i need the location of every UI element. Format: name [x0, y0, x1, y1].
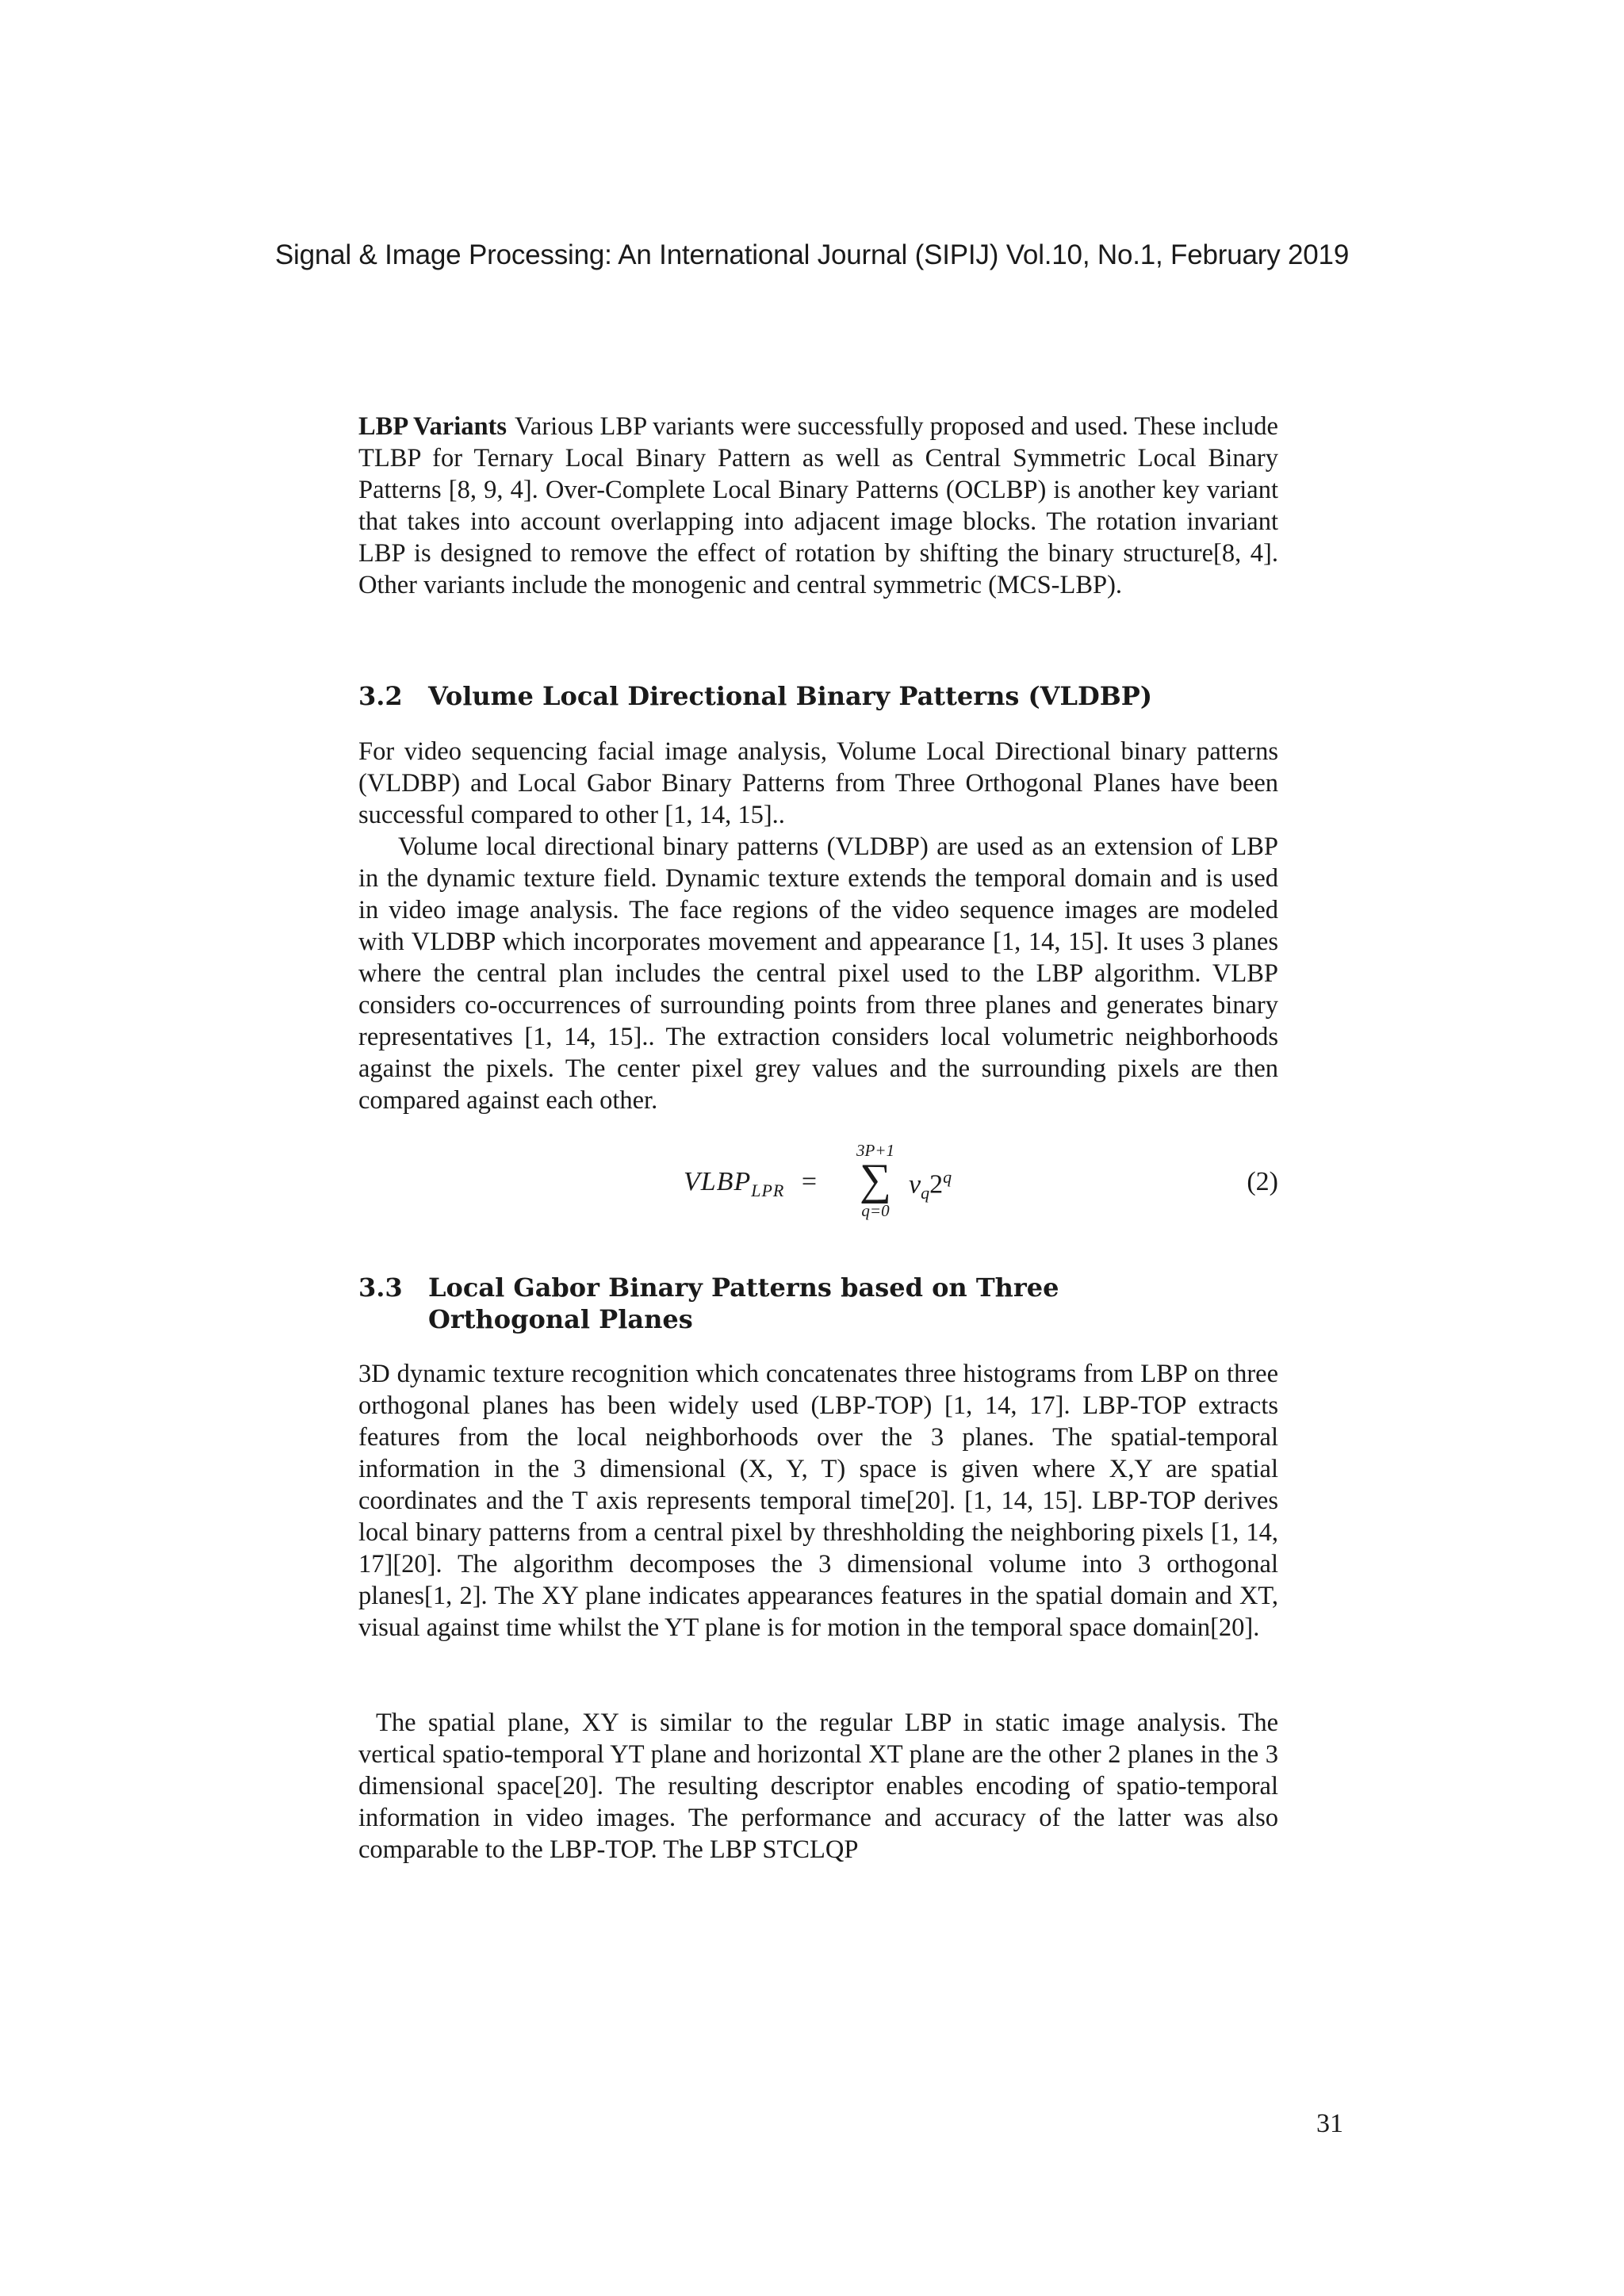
section-3-2-body: [358, 736, 1278, 1116]
lbp-variants-heading: LBP Variants: [358, 412, 508, 441]
section-3-2-paragraph-1: For video sequencing facial image analysis, Volume Local Directional binary patterns (VLDBP) and Local Gabor Binary Patterns from Three Orthogonal Planes have been successful compared to other [1, 14, 15]..: [358, 737, 1278, 829]
section-3-3-number: 3.3: [358, 1272, 403, 1303]
equation-equals: =: [801, 1167, 818, 1196]
equation-rhs-base: 2: [929, 1169, 944, 1200]
section-3-2-heading: [358, 680, 1278, 712]
lbp-variants-paragraph: [358, 411, 1278, 601]
summation: [852, 1142, 899, 1221]
lbp-variants-block: [358, 411, 1278, 601]
summation-upper-limit: 3P+1: [856, 1141, 894, 1160]
equation-number: (2): [1247, 1167, 1278, 1196]
page-number: 31: [1316, 2109, 1343, 2138]
section-3-3-body-2: [358, 1707, 1278, 1866]
section-3-2-number: 3.2: [358, 681, 403, 711]
section-3-2-paragraph-2: Volume local directional binary patterns (VLDBP) are used as an extension of LBP in the dynamic texture field. Dynamic texture extends the temporal domain and is used in video image analysis. The face regions of the video sequence images are modeled with VLDBP which incorporates movement and appearance [1, 14, 15]. It uses 3 planes where the central plan includes the central pixel used to the LBP algorithm. VLBP considers co-occurrences of surrounding points from three planes and generates binary representatives [1, 14, 15].. The extraction considers local volumetric neighborhoods against the pixels. The center pixel grey values and the surrounding pixels are then compared against each other.: [358, 832, 1278, 1115]
running-header: Signal & Image Processing: An International Journal (SIPIJ) Vol.10, No.1, February 2019: [274, 239, 1350, 270]
summation-lower-limit: q=0: [861, 1201, 890, 1220]
equation-2: [358, 1142, 1278, 1229]
summation-sigma: ∑: [860, 1155, 891, 1204]
lbp-variants-body: Various LBP variants were successfully proposed and used. These include TLBP for Ternary Local Binary Pattern as well as Central Symmetric Local Binary Patterns [8, 9, 4]. Over-Complete Local Binary Patterns (OCLBP) is another key variant that takes into account overlapping into adjacent image blocks. The rotation invariant LBP is designed to remove the effect of rotation by shifting the binary structure[8, 4]. Other variants include the monogenic and central symmetric (MCS-LBP).: [358, 412, 1278, 599]
equation-lhs-main: VLBP: [684, 1167, 752, 1196]
section-3-3-paragraph-1: 3D dynamic texture recognition which concatenates three histograms from LBP on three orthogonal planes has been widely used (LBP-TOP) [1, 14, 17]. LBP-TOP extracts features from the local neighborhoods over the 3 planes. The spatial-temporal information in the 3 dimensional (X, Y, T) space is given where X,Y are spatial coordinates and the T axis represents temporal time[20]. [1, 14, 15]. LBP-TOP derives local binary patterns from a central pixel by threshholding the neighboring pixels [1, 14, 17][20]. The algorithm decomposes the 3 dimensional volume into 3 orthogonal planes[1, 2]. The XY plane indicates appearances features in the spatial domain and XT, visual against time whilst the YT plane is for motion in the temporal space domain[20].: [358, 1360, 1278, 1642]
equation-rhs-sub: q: [921, 1183, 930, 1203]
equation-lhs-subscript: LPR: [751, 1180, 785, 1200]
equation-rhs-sup: q: [943, 1167, 952, 1187]
equation-lhs: [684, 1167, 818, 1201]
equation-rhs: [909, 1167, 952, 1203]
section-3-3-paragraph-2: The spatial plane, XY is similar to the regular LBP in static image analysis. The vertical spatio-temporal YT plane and horizontal XT plane are the other 2 planes in the 3 dimensional space[20]. The resulting descriptor enables encoding of spatio-temporal information in video images. The performance and accuracy of the latter was also comparable to the LBP-TOP. The LBP STCLQP: [358, 1709, 1278, 1864]
section-3-3-heading: [358, 1272, 1278, 1335]
equation-rhs-var: v: [909, 1169, 921, 1200]
section-3-3-body-1: [358, 1358, 1278, 1644]
section-3-3-title: Local Gabor Binary Patterns based on Three Orthogonal Planes: [428, 1272, 1059, 1334]
section-3-2-title: Volume Local Directional Binary Patterns (VLDBP): [428, 681, 1152, 711]
